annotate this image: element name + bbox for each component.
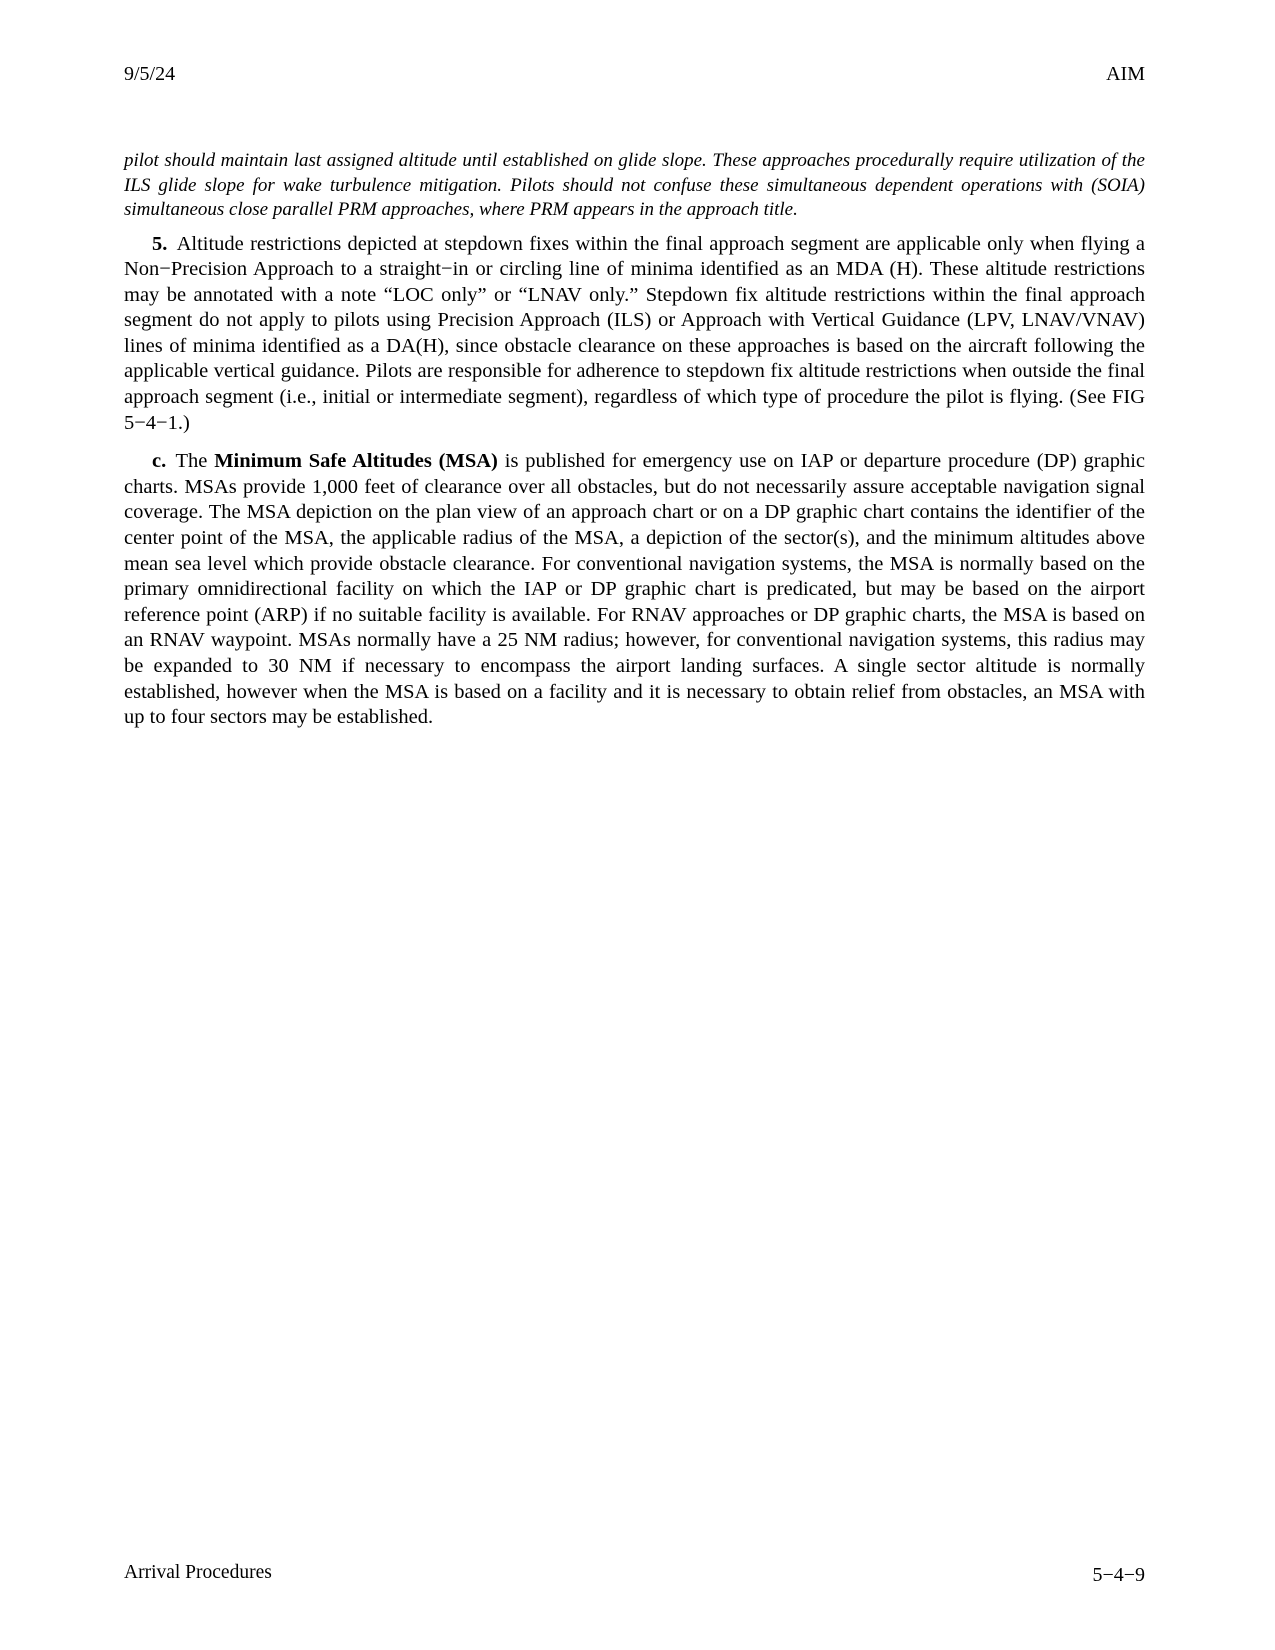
note-paragraph-continuation: pilot should maintain last assigned altitude until established on glide slope. These approaches procedurally require utilization of the ILS glide slope for wake turbulence mitigation. Pilots should not confuse these simultaneous dependent operations with (SOIA) simultaneous close parallel PRM approaches, where PRM appears in the approach title. bbox=[124, 150, 1145, 220]
header-manual-title: AIM bbox=[1106, 63, 1145, 85]
paragraph-c-lead: The bbox=[175, 450, 215, 473]
paragraph-c-letter: c. bbox=[152, 450, 167, 473]
page-footer bbox=[124, 1560, 1145, 1585]
header-date: 9/5/24 bbox=[124, 63, 176, 85]
paragraph-5-text: Altitude restrictions depicted at stepdown fixes within the final approach segment are applicable only when flying a Non−Precision Approach to a straight−in or circling line of minima identified as an MDA (H). These altitude restrictions may be annotated with a note “LOC only” or “LNAV only.” Stepdown fix altitude restrictions within the final approach segment do not apply to pilots using Precision Approach (ILS) or Approach with Vertical Guidance (LPV, LNAV/VNAV) lines of minima identified as a DA(H), since obstacle clearance on these approaches is based on the aircraft following the applicable vertical guidance. Pilots are responsible for adherence to stepdown fix altitude restrictions when outside the final approach segment (i.e., initial or intermediate segment), regardless of which type of procedure the pilot is flying. (See FIG 5−4−1.) bbox=[124, 232, 1145, 434]
paragraph-c-bold-title: Minimum Safe Altitudes (MSA) bbox=[214, 450, 498, 473]
footer-page-number: 5−4−9 bbox=[1092, 1564, 1145, 1586]
paragraph-c bbox=[124, 449, 1145, 731]
paragraph-c-text: is published for emergency use on IAP or departure procedure (DP) graphic charts. MSAs provide 1,000 feet of clearance over all obstacles, but do not necessarily assure acceptable navigation signal coverage. The MSA depiction on the plan view of an approach chart or on a DP graphic chart contains the identifier of the center point of the MSA, the applicable radius of the MSA, a depiction of the sector(s), and the minimum altitudes above mean sea level which provide obstacle clearance. For conventional navigation systems, the MSA is normally based on the primary omnidirectional facility on which the IAP or DP graphic chart is predicated, but may be based on the airport reference point (ARP) if no suitable facility is available. For RNAV approaches or DP graphic charts, the MSA is based on an RNAV waypoint. MSAs normally have a 25 NM radius; however, for conventional navigation systems, this radius may be expanded to 30 NM if necessary to encompass the airport landing surfaces. A single sector altitude is normally established, however when the MSA is based on a facility and it is necessary to obtain relief from obstacles, an MSA with up to four sectors may be established. bbox=[124, 450, 1145, 729]
paragraph-5 bbox=[124, 232, 1145, 437]
page-header bbox=[124, 62, 1145, 86]
paragraph-5-number: 5. bbox=[152, 232, 168, 255]
page-body bbox=[124, 149, 1145, 731]
footer-section-title: Arrival Procedures bbox=[124, 1562, 272, 1583]
